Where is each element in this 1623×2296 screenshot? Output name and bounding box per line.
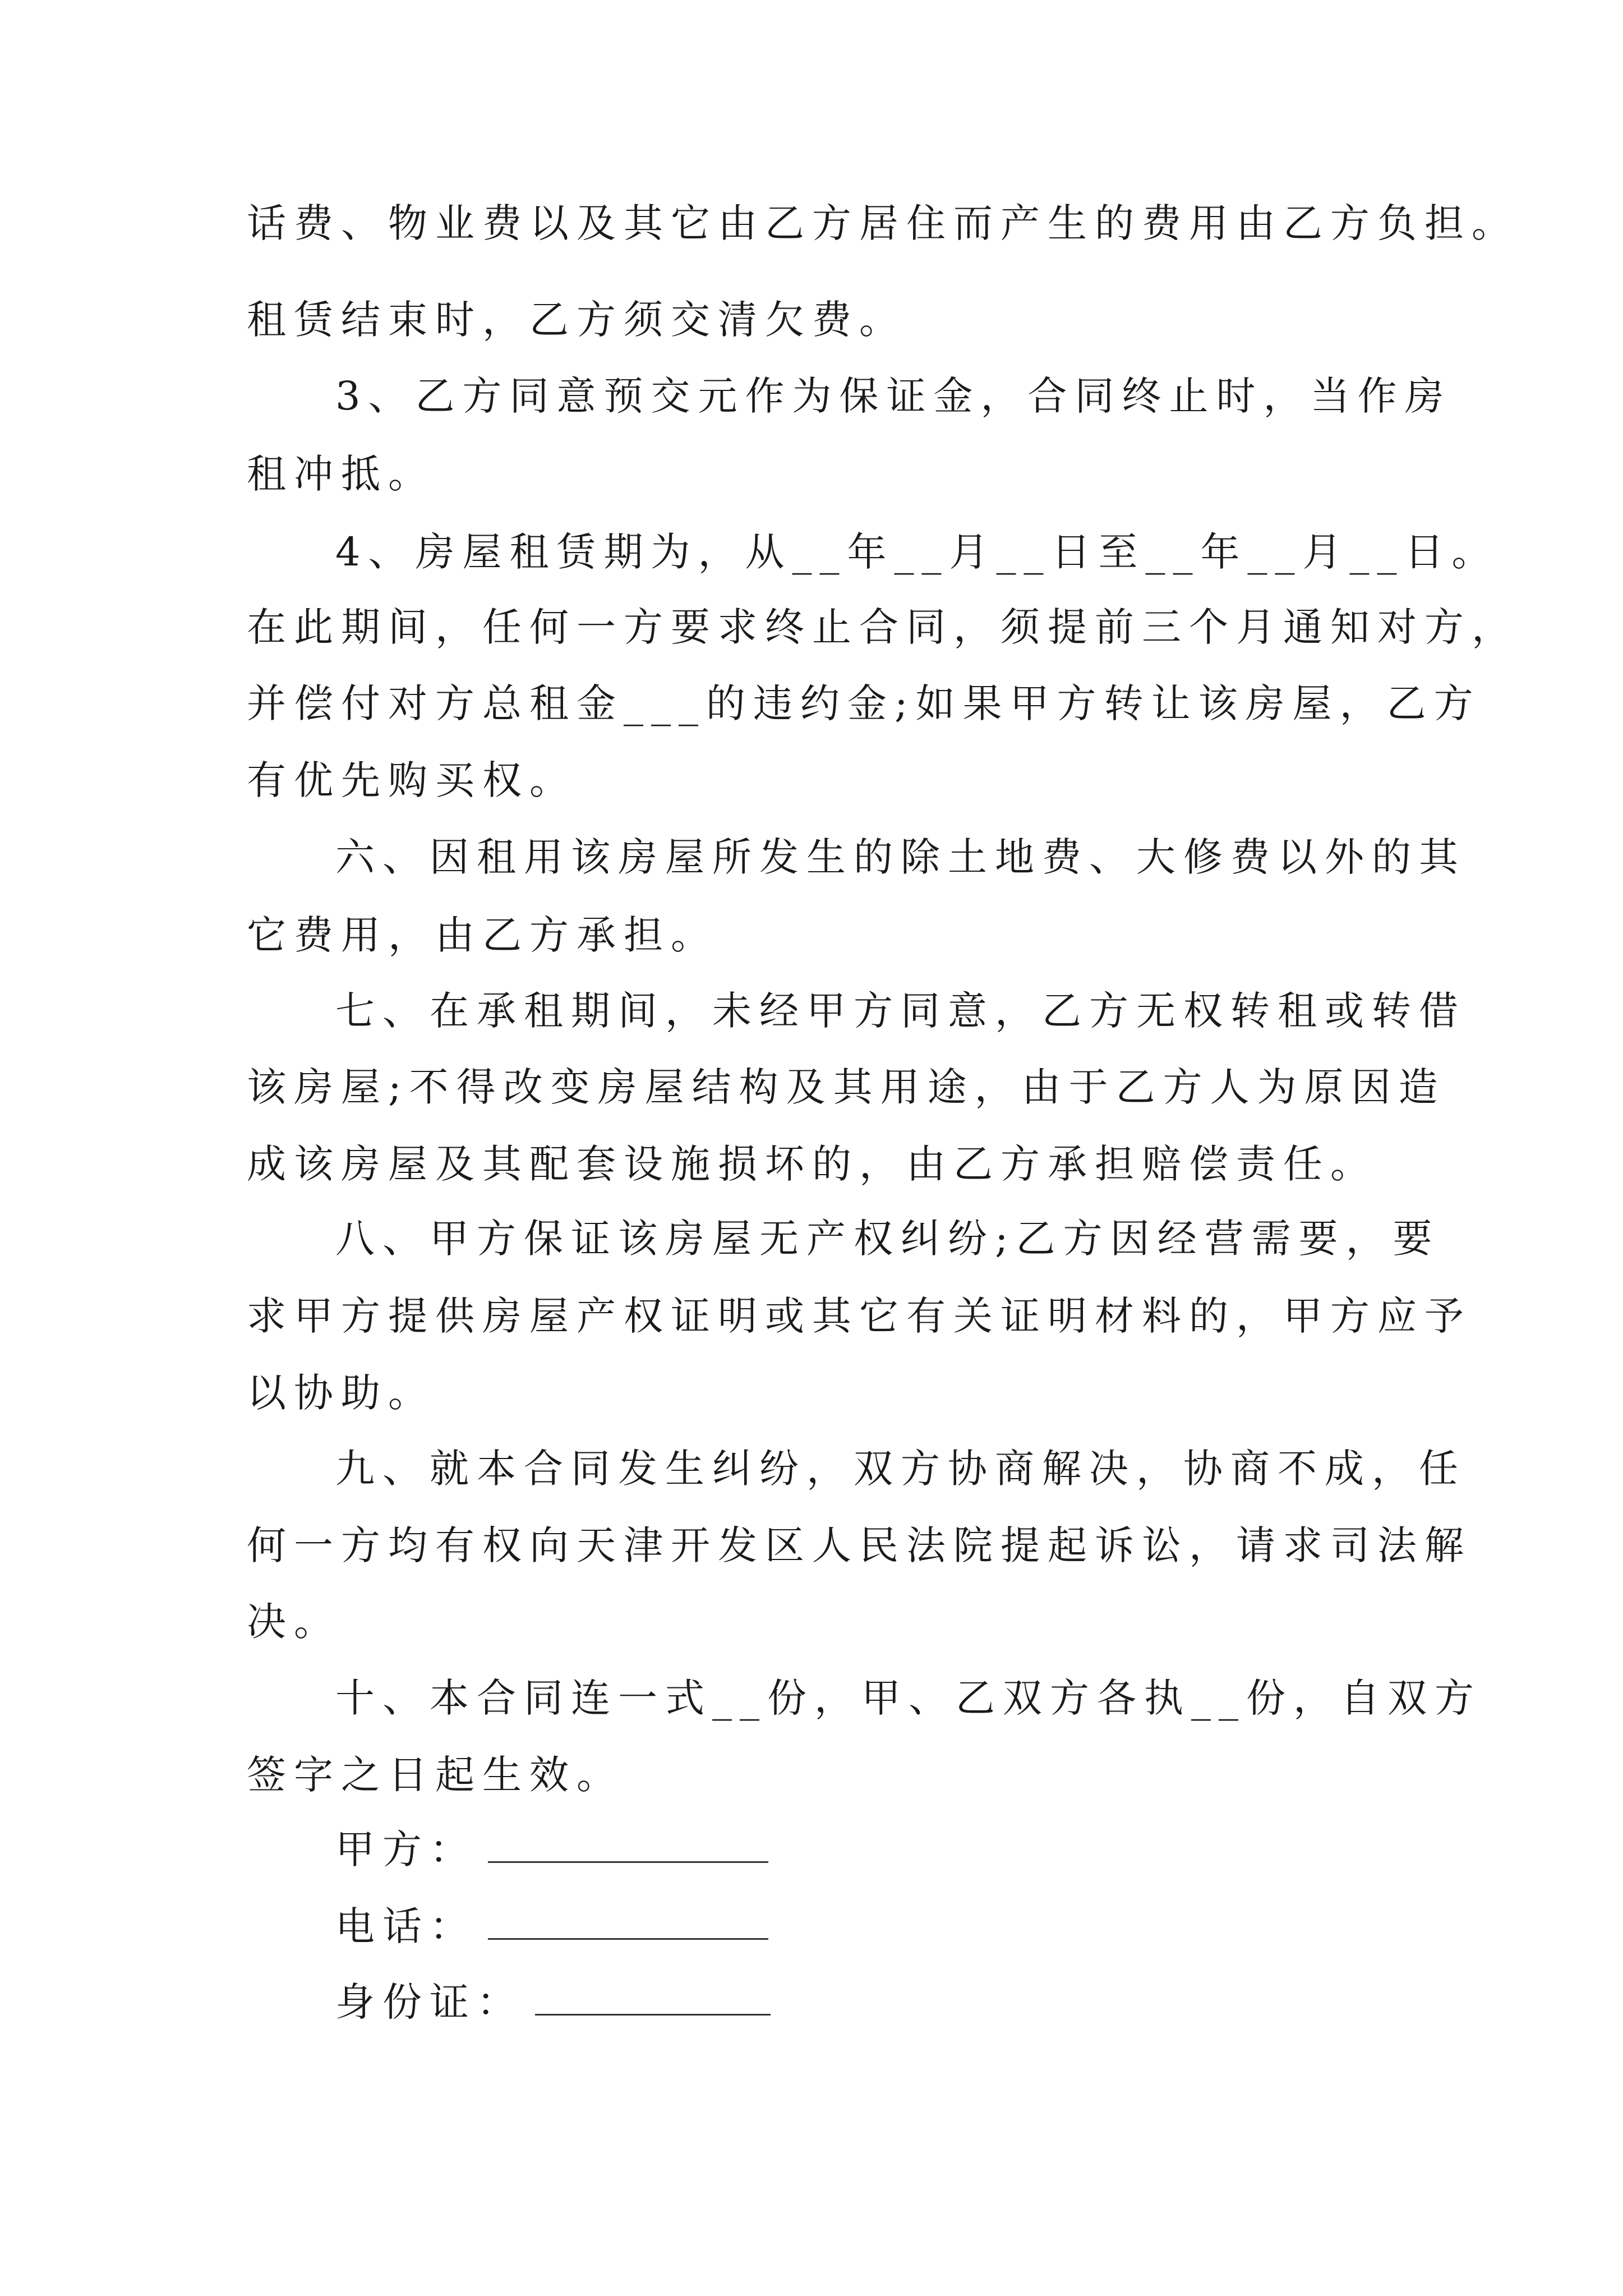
text-line: 并偿付对方总租金___的违约金;如果甲方转让该房屋，乙方	[247, 680, 1481, 726]
text-line: 以协助。	[247, 1370, 435, 1416]
phone-signature-row	[335, 1898, 768, 1954]
text-line: 九、就本合同发生纠纷，双方协商解决，协商不成，任	[335, 1446, 1466, 1492]
phone-label: 电话：	[335, 1903, 477, 1949]
text-line: 六、因租用该房屋所发生的除土地费、大修费以外的其	[335, 834, 1466, 880]
text-line: 成该房屋及其配套设施损坏的，由乙方承担赔偿责任。	[247, 1141, 1377, 1187]
text-line: 何一方均有权向天津开发区人民法院提起诉讼，请求司法解	[247, 1522, 1472, 1568]
text-line: 3、乙方同意预交元作为保证金，合同终止时，当作房	[335, 373, 1452, 419]
text-line: 求甲方提供房屋产权证明或其它有关证明材料的，甲方应予	[247, 1293, 1472, 1339]
id-blank-line	[535, 1980, 771, 2016]
party-a-label: 甲方：	[335, 1826, 477, 1872]
text-line: 该房屋;不得改变房屋结构及其用途，由于乙方人为原因造	[247, 1064, 1446, 1110]
text-line: 4、房屋租赁期为，从__年__月__日至__年__月__日。	[335, 529, 1499, 575]
text-line: 八、甲方保证该房屋无产权纠纷;乙方因经营需要，要	[335, 1216, 1440, 1262]
id-signature-row	[335, 1974, 771, 2030]
text-line: 租赁结束时，乙方须交清欠费。	[247, 297, 906, 343]
phone-blank-line	[488, 1904, 768, 1940]
text-line: 话费、物业费以及其它由乙方居住而产生的费用由乙方负担。	[247, 200, 1519, 246]
text-line: 签字之日起生效。	[247, 1752, 624, 1798]
text-line: 决。	[247, 1599, 341, 1645]
id-label: 身份证：	[335, 1979, 524, 2025]
text-line: 有优先购买权。	[247, 757, 577, 803]
text-line: 在此期间，任何一方要求终止合同，须提前三个月通知对方，	[247, 604, 1519, 650]
text-line: 租冲抵。	[247, 451, 435, 497]
text-line: 十、本合同连一式__份，甲、乙双方各执__份，自双方	[335, 1675, 1482, 1721]
text-line: 七、在承租期间，未经甲方同意，乙方无权转租或转借	[335, 988, 1466, 1034]
text-line: 它费用，由乙方承担。	[247, 912, 718, 958]
party-a-signature-row	[335, 1821, 768, 1878]
party-a-blank-line	[488, 1828, 768, 1863]
